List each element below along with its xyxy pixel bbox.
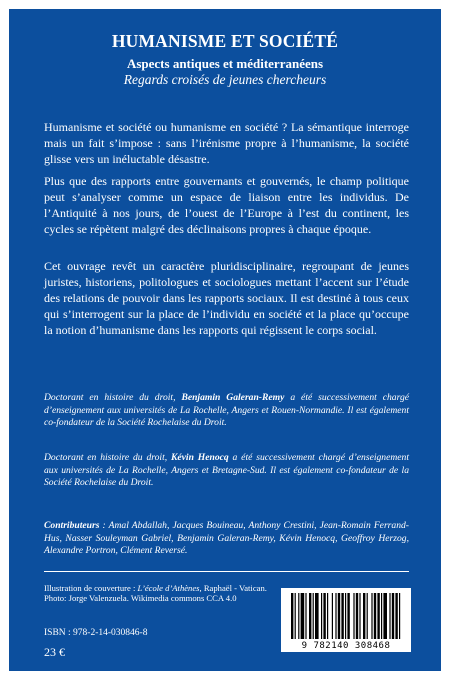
credit-prefix: Illustration de couverture : bbox=[44, 583, 138, 593]
bio-2-text: a été successivement chargé d’enseignement aux universités de La Rochelle, Angers et Bretagne-Sud. Il est également co-fondateur de la Société Rochelaise du Droit. bbox=[44, 452, 410, 489]
barcode-bar bbox=[363, 593, 365, 639]
barcode-bar bbox=[295, 593, 296, 639]
barcode-bar bbox=[332, 593, 333, 639]
barcode bbox=[281, 588, 411, 652]
barcode-bar bbox=[371, 593, 372, 639]
barcode-bar bbox=[335, 593, 336, 639]
barcode-bar bbox=[374, 593, 376, 639]
barcode-bar bbox=[315, 593, 319, 639]
author-name-2: Kévin Henocq bbox=[171, 452, 229, 463]
barcode-bar bbox=[383, 593, 387, 639]
summary-paragraph-2: Plus que des rapports entre gouvernants et gouvernés, le champ politique peut s’analyser comme un espace de liaison entre les individus. De l’Antiquité à nos jours, de l’ouest de l’Europe à l’est du continent, les cycles se répètent malgré des déclinaisons propres à chaque époque. bbox=[44, 174, 409, 236]
author-bio-2 bbox=[44, 452, 409, 490]
bio-2-intro: Doctorant en histoire du droit, bbox=[44, 452, 171, 463]
contributors-list bbox=[44, 520, 409, 558]
barcode-bar bbox=[389, 593, 390, 639]
barcode-bar bbox=[395, 593, 397, 639]
barcode-bar bbox=[356, 593, 358, 639]
isbn-number: ISBN : 978-2-14-030846-8 bbox=[44, 628, 148, 638]
bio-1-intro: Doctorant en histoire du droit, bbox=[44, 392, 182, 403]
bio-1-text: a été successivement chargé d’enseignement aux universités de La Rochelle, Angers et Rouen-Normandie. Il est également co-fondateur de la Société Rochelaise du Droit. bbox=[44, 392, 409, 429]
barcode-bar bbox=[291, 593, 293, 639]
barcode-bar bbox=[392, 593, 394, 639]
credit-suffix: , Raphaël - Vatican. Photo: Jorge Valenzuela. Wikimedia commons CCA 4.0 bbox=[44, 583, 267, 604]
barcode-bar bbox=[301, 593, 305, 639]
barcode-digits: 9 782140 308468 bbox=[301, 641, 391, 651]
price: 23 € bbox=[44, 645, 65, 659]
author-bio-1 bbox=[44, 392, 409, 430]
author-name-1: Benjamin Galeran-Remy bbox=[181, 392, 285, 403]
barcode-bar bbox=[353, 593, 354, 639]
barcode-bar bbox=[305, 593, 306, 639]
book-title: HUMANISME ET SOCIÉTÉ bbox=[111, 31, 339, 51]
divider-line bbox=[44, 571, 409, 572]
summary-paragraph-1: Humanisme et société ou humanisme en société ? La sémantique interroge mais un fait s’impose : sans l’irénisme propre à l’humanisme, la société glisse vers un inéluctable désastre. bbox=[44, 120, 409, 166]
barcode-bar bbox=[359, 593, 360, 639]
barcode-bar bbox=[323, 593, 325, 639]
barcode-bar bbox=[327, 593, 328, 639]
barcode-bar bbox=[309, 593, 311, 639]
barcode-bar bbox=[298, 593, 299, 639]
barcode-bar bbox=[367, 593, 368, 639]
book-subtitle: Aspects antiques et méditerranéens bbox=[126, 56, 324, 71]
artwork-title: L’école d’Athènes bbox=[137, 583, 200, 593]
illustration-credit bbox=[44, 583, 279, 604]
contributors-label: Contributeurs bbox=[44, 520, 100, 531]
barcode-bar bbox=[399, 593, 400, 639]
barcode-bar bbox=[338, 593, 340, 639]
barcode-bar bbox=[321, 593, 322, 639]
barcode-bar bbox=[313, 593, 314, 639]
cover-panel bbox=[9, 9, 441, 671]
contributors-names: : Amal Abdallah, Jacques Bouineau, Anthony Crestini, Jean-Romain Ferrand-Hus, Nasser Souleyman Gabriel, Benjamin Galeran-Remy, Kévin Henocq, Geoffroy Herzog, Alexandre Portron, Clément Reversé. bbox=[44, 520, 409, 557]
barcode-bar bbox=[341, 593, 343, 639]
barcode-bar bbox=[381, 593, 382, 639]
barcode-bar bbox=[347, 593, 349, 639]
barcode-bar bbox=[345, 593, 346, 639]
book-tagline: Regards croisés de jeunes chercheurs bbox=[123, 72, 327, 87]
barcode-bar bbox=[377, 593, 379, 639]
summary-paragraph-3: Cet ouvrage revêt un caractère pluridisciplinaire, regroupant de jeunes juristes, historiens, politologues et sociologues mettant l’accent sur l’étude des relations de pouvoir dans les rapports sociaux. Il est destiné à tous ceux qui s’interrogent sur la place de l’individu en société et la place qu’occupe la notion d’humanisme dans les rapports qui régissent le corps social. bbox=[44, 259, 409, 337]
